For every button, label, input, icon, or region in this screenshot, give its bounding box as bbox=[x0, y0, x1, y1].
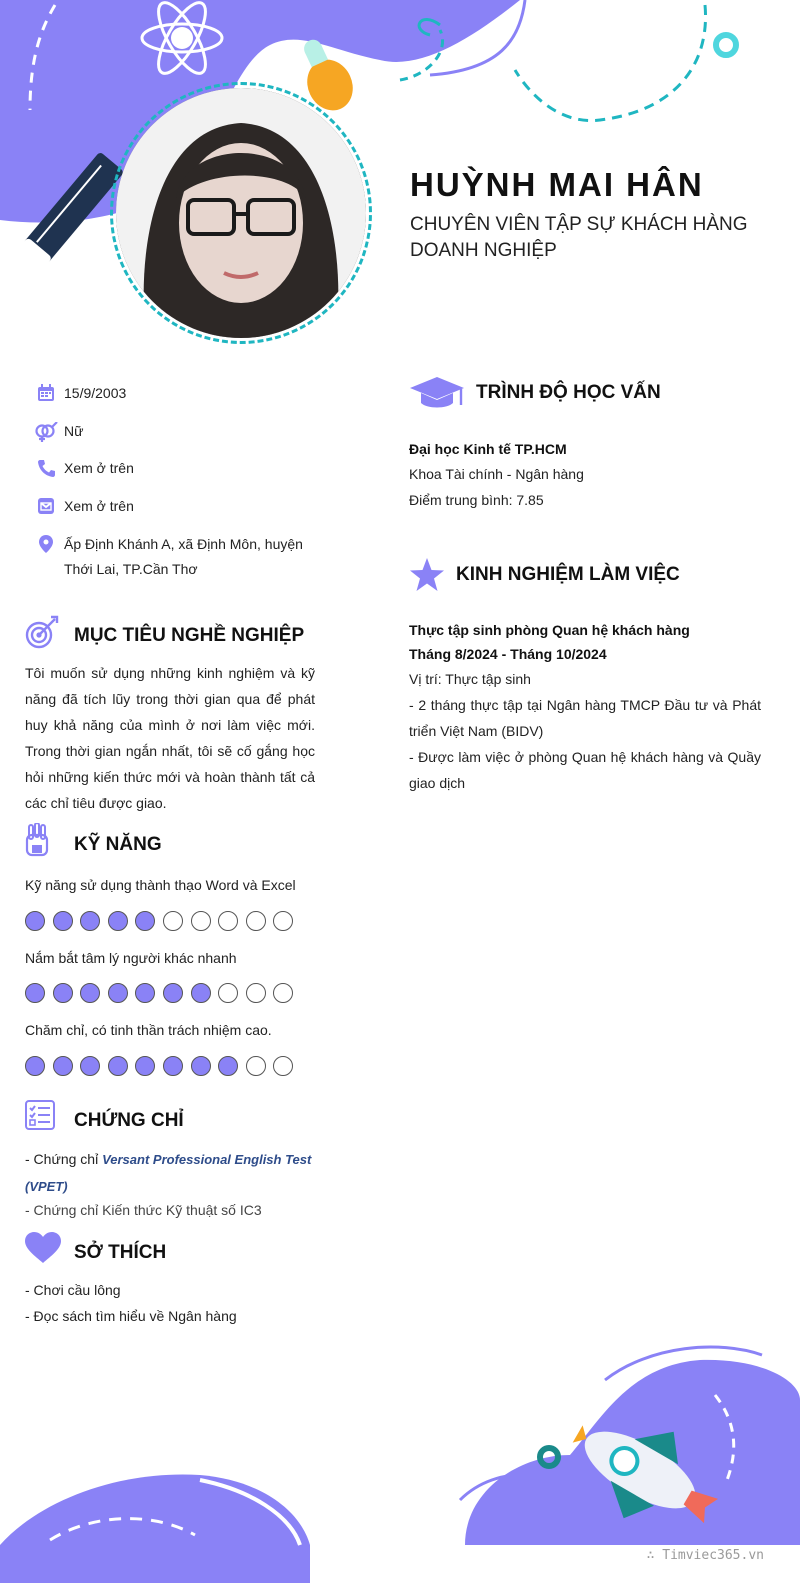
checklist-icon bbox=[24, 1099, 56, 1131]
rating-dot-filled bbox=[218, 1056, 238, 1076]
education-title: TRÌNH ĐỘ HỌC VẤN bbox=[476, 382, 661, 403]
rating-dot-filled bbox=[135, 983, 155, 1003]
experience-detail: - 2 tháng thực tập tại Ngân hàng TMCP Đầu tư và Phát triển Việt Nam (BIDV) bbox=[409, 697, 761, 739]
rating-dot-empty bbox=[246, 983, 266, 1003]
birthday-text: 15/9/2003 bbox=[64, 385, 127, 401]
rating-dot-empty bbox=[163, 911, 183, 931]
objective-text: Tôi muốn sử dụng những kinh nghiệm và kỹ năng đã tích lũy trong thời gian qua để phát huy khả năng của mình ở nơi làm việc mới. Trong thời gian ngắn nhất, tôi sẽ cố gắng học hỏi những kiến thức mới và hoàn thành tất cả các chỉ tiêu được giao. bbox=[25, 665, 315, 811]
heart-icon bbox=[24, 1231, 62, 1265]
experience-position: Vị trí: Thực tập sinh bbox=[409, 671, 531, 687]
certificates-title: CHỨNG CHỈ bbox=[74, 1110, 184, 1131]
email-text: Xem ở trên bbox=[64, 498, 134, 514]
rating-dot-filled bbox=[135, 1056, 155, 1076]
rating-dot-filled bbox=[163, 983, 183, 1003]
graduation-cap-icon bbox=[409, 374, 465, 412]
star-icon bbox=[409, 557, 445, 593]
contact-phone bbox=[28, 456, 328, 481]
certificate-ic3: - Chứng chỉ Kiến thức Kỹ thuật số IC3 bbox=[25, 1202, 262, 1218]
rating-dot-filled bbox=[135, 911, 155, 931]
calendar-icon bbox=[28, 381, 64, 406]
rating-dot-filled bbox=[163, 1056, 183, 1076]
skill-rating bbox=[25, 911, 293, 931]
rating-dot-filled bbox=[80, 911, 100, 931]
contact-address bbox=[28, 532, 328, 582]
skill-label-diligence: Chăm chỉ, có tinh thần trách nhiệm cao. bbox=[25, 1022, 272, 1038]
rating-dot-filled bbox=[53, 1056, 73, 1076]
hobbies-title: SỞ THÍCH bbox=[74, 1242, 167, 1263]
certificate-vpet-name: Versant Professional English Test (VPET) bbox=[25, 1152, 312, 1194]
rating-dot-filled bbox=[191, 983, 211, 1003]
rating-dot-filled bbox=[191, 1056, 211, 1076]
hobby-item: - Đọc sách tìm hiểu về Ngân hàng bbox=[25, 1308, 237, 1324]
contact-email bbox=[28, 494, 328, 519]
target-icon bbox=[22, 614, 60, 652]
rating-dot-empty bbox=[191, 911, 211, 931]
skill-rating bbox=[25, 1056, 293, 1076]
contact-gender bbox=[28, 419, 328, 444]
education-gpa: Điểm trung bình: 7.85 bbox=[409, 492, 544, 508]
contact-birthday bbox=[28, 381, 328, 406]
rating-dot-filled bbox=[80, 983, 100, 1003]
experience-period: Tháng 8/2024 - Tháng 10/2024 bbox=[409, 646, 607, 662]
education-school: Đại học Kinh tế TP.HCM bbox=[409, 441, 567, 457]
objective-title: MỤC TIÊU NGHỀ NGHIỆP bbox=[74, 625, 305, 646]
experience-job-title: Thực tập sinh phòng Quan hệ khách hàng bbox=[409, 622, 690, 638]
rating-dot-filled bbox=[53, 911, 73, 931]
certificate-vpet bbox=[25, 1146, 315, 1200]
skill-label-psychology: Nắm bắt tâm lý người khác nhanh bbox=[25, 950, 237, 966]
skill-label-word-excel: Kỹ năng sử dụng thành thạo Word và Excel bbox=[25, 877, 296, 893]
certificate-prefix: - Chứng chỉ bbox=[25, 1151, 103, 1167]
profile-photo bbox=[116, 88, 366, 338]
experience-title: KINH NGHIỆM LÀM VIỆC bbox=[456, 564, 680, 585]
skills-title: KỸ NĂNG bbox=[74, 834, 162, 855]
job-title: CHUYÊN VIÊN TẬP SỰ KHÁCH HÀNG DOANH NGHIỆP bbox=[410, 214, 748, 261]
rating-dot-filled bbox=[25, 983, 45, 1003]
candidate-name: HUỲNH MAI HÂN bbox=[410, 166, 704, 203]
rating-dot-filled bbox=[108, 983, 128, 1003]
rating-dot-filled bbox=[80, 1056, 100, 1076]
email-icon bbox=[28, 494, 64, 519]
rating-dot-filled bbox=[25, 1056, 45, 1076]
rating-dot-empty bbox=[273, 1056, 293, 1076]
watermark: ∴ Timviec365.vn bbox=[646, 1548, 764, 1563]
rating-dot-empty bbox=[246, 1056, 266, 1076]
rating-dot-filled bbox=[53, 983, 73, 1003]
gender-text: Nữ bbox=[64, 423, 84, 439]
rating-dot-filled bbox=[108, 911, 128, 931]
rating-dot-empty bbox=[218, 911, 238, 931]
phone-icon bbox=[28, 456, 64, 481]
phone-text: Xem ở trên bbox=[64, 460, 134, 476]
location-icon bbox=[28, 532, 64, 582]
rating-dot-empty bbox=[273, 983, 293, 1003]
rating-dot-filled bbox=[25, 911, 45, 931]
experience-detail: - Được làm việc ở phòng Quan hệ khách hàng và Quầy giao dịch bbox=[409, 749, 761, 791]
gender-icon bbox=[28, 419, 64, 444]
rating-dot-filled bbox=[108, 1056, 128, 1076]
rating-dot-empty bbox=[246, 911, 266, 931]
education-faculty: Khoa Tài chính - Ngân hàng bbox=[409, 466, 584, 482]
rating-dot-empty bbox=[218, 983, 238, 1003]
skill-rating bbox=[25, 983, 293, 1003]
hobby-item: - Chơi cầu lông bbox=[25, 1282, 121, 1298]
rating-dot-empty bbox=[273, 911, 293, 931]
hand-icon bbox=[22, 822, 52, 858]
address-text: Ấp Định Khánh A, xã Định Môn, huyện Thới Lai, TP.Cần Thơ bbox=[64, 536, 303, 577]
